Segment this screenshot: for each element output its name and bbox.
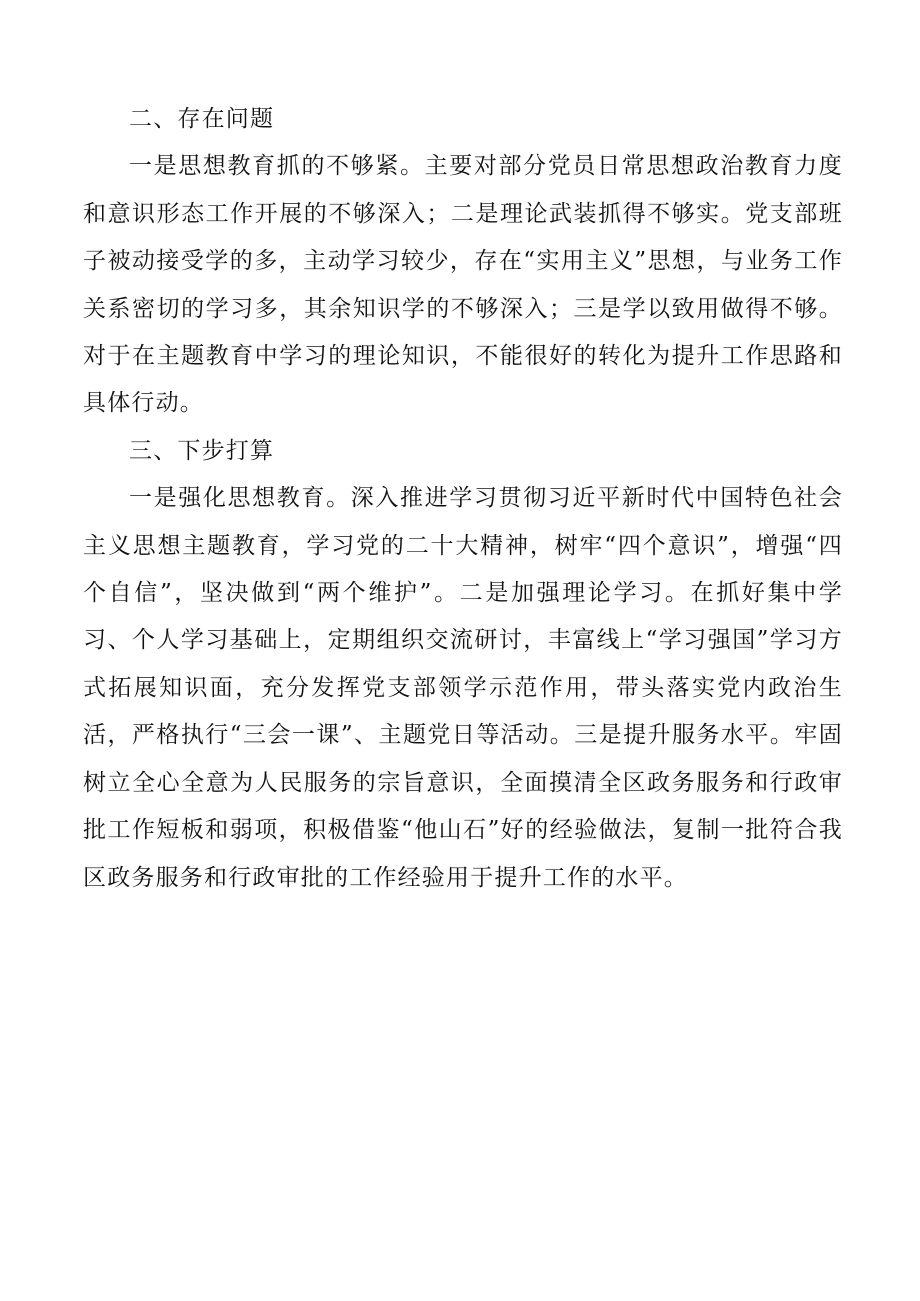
- section-paragraph-existing-problems: 一是思想教育抓的不够紧。主要对部分党员日常思想政治教育力度和意识形态工作开展的不够深入；二是理论武装抓得不够实。党支部班子被动接受学的多，主动学习较少，存在“实用主义”思想，与业务工作关系密切的学习多，其余知识学的不够深入；三是学以致用做得不够。对于在主题教育中学习的理论知识，不能很好的转化为提升工作思路和具体行动。: [83, 153, 843, 417]
- section-heading-next-steps: 三、下步打算: [129, 437, 275, 464]
- document-body: [83, 96, 843, 902]
- section-heading-existing-problems: 二、存在问题: [129, 106, 275, 132]
- section-paragraph-next-steps: 一是强化思想教育。深入推进学习贯彻习近平新时代中国特色社会主义思想主题教育，学习党的二十大精神，树牢“四个意识”，增强“四个自信”，坚决做到“两个维护”。二是加强理论学习。在抓好集中学习、个人学习基础上，定期组织交流研讨，丰富线上“学习强国”学习方式拓展知识面，充分发挥党支部领学示范作用，带头落实党内政治生活，严格执行“三会一课”、主题党日等活动。三是提升服务水平。牢固树立全心全意为人民服务的宗旨意识，全面摸清全区政务服务和行政审批工作短板和弱项，积极借鉴“他山石”好的经验做法，复制一批符合我区政务服务和行政审批的工作经验用于提升工作的水平。: [83, 485, 843, 891]
